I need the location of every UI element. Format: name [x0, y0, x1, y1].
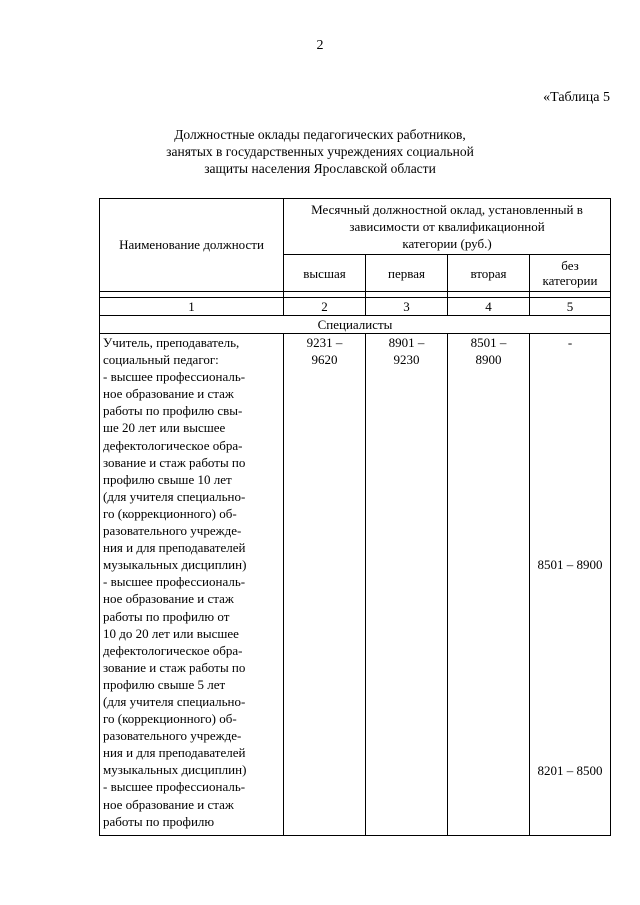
salary-value: 8901 –	[388, 335, 425, 350]
title-line: Должностные оклады педагогических работников,	[174, 127, 466, 142]
description-line: музыкальных дисциплин)	[103, 762, 247, 778]
description-line: ное образование и стаж	[103, 796, 234, 812]
salary-value: 9620	[311, 352, 338, 368]
description-line: (для учителя специально-	[103, 488, 246, 504]
description-line: дефектологическое обра-	[103, 437, 243, 453]
column-number: 4	[448, 298, 530, 316]
salary-first	[366, 334, 448, 836]
salary-value: 9230	[393, 352, 420, 368]
salary-value: 8501 – 8900	[537, 557, 603, 572]
header-none-line: категории	[542, 273, 598, 288]
header-position-name: Наименование должности	[100, 199, 284, 292]
header-category-first: первая	[366, 255, 448, 292]
column-number: 5	[530, 298, 611, 316]
header-category-none	[530, 255, 611, 292]
description-line: разовательного учрежде-	[103, 523, 242, 539]
header-none-line: без	[561, 258, 579, 273]
header-category-second: вторая	[448, 255, 530, 292]
salary-value: -	[567, 335, 573, 350]
salary-value: 8501 –	[470, 335, 507, 350]
salary-value: 9231 –	[306, 335, 343, 350]
description-line: профилю свыше 5 лет	[103, 676, 226, 692]
description-line: зование и стаж работы по	[103, 454, 246, 470]
salary-value: 8900	[475, 352, 502, 368]
description-line: ное образование и стаж	[103, 386, 234, 402]
description-line: (для учителя специально-	[103, 693, 246, 709]
column-number: 3	[366, 298, 448, 316]
salary-second	[448, 334, 530, 836]
description-line: - высшее профессиональ-	[103, 369, 246, 385]
position-description	[100, 334, 284, 836]
title-line: занятых в государственных учреждениях социальной	[166, 144, 474, 159]
description-line: работы по профилю свы-	[103, 403, 243, 419]
description-line: 10 до 20 лет или высшее	[103, 625, 239, 641]
column-number: 2	[284, 298, 366, 316]
description-line: социальный педагог:	[103, 352, 219, 368]
header-salary-line: Месячный должностной оклад, установленный в	[311, 202, 583, 217]
salary-value: 8201 – 8500	[537, 763, 603, 778]
description-line: ше 20 лет или высшее	[103, 420, 226, 436]
description-line: дефектологическое обра-	[103, 642, 243, 658]
section-heading: Специалисты	[100, 316, 611, 334]
description-line: работы по профилю от	[103, 608, 230, 624]
description-line: профилю свыше 10 лет	[103, 471, 232, 487]
salary-no-category	[530, 334, 611, 836]
description-line: ния и для преподавателей	[103, 745, 246, 761]
header-monthly-salary	[284, 199, 611, 255]
salary-high	[284, 334, 366, 836]
description-line: работы по профилю	[103, 813, 215, 829]
column-number: 1	[100, 298, 284, 316]
header-category-high: высшая	[284, 255, 366, 292]
description-line: го (коррекционного) об-	[103, 505, 237, 521]
title-line: защиты населения Ярославской области	[204, 161, 436, 176]
page-number: 2	[316, 38, 324, 53]
description-line: ния и для преподавателей	[103, 540, 246, 556]
description-line: ное образование и стаж	[103, 591, 234, 607]
table-reference: «Таблица 5	[543, 90, 610, 105]
description-line: музыкальных дисциплин)	[103, 557, 247, 573]
description-line: разовательного учрежде-	[103, 728, 242, 744]
description-line: - высшее профессиональ-	[103, 779, 246, 795]
description-line: - высшее профессиональ-	[103, 574, 246, 590]
description-line: Учитель, преподаватель,	[103, 335, 240, 350]
description-line: го (коррекционного) об-	[103, 711, 237, 727]
document-title	[0, 126, 640, 177]
description-line: зование и стаж работы по	[103, 659, 246, 675]
header-salary-line: зависимости от квалификационной	[349, 219, 545, 234]
header-salary-line: категории (руб.)	[402, 236, 492, 251]
salary-table	[99, 198, 611, 836]
